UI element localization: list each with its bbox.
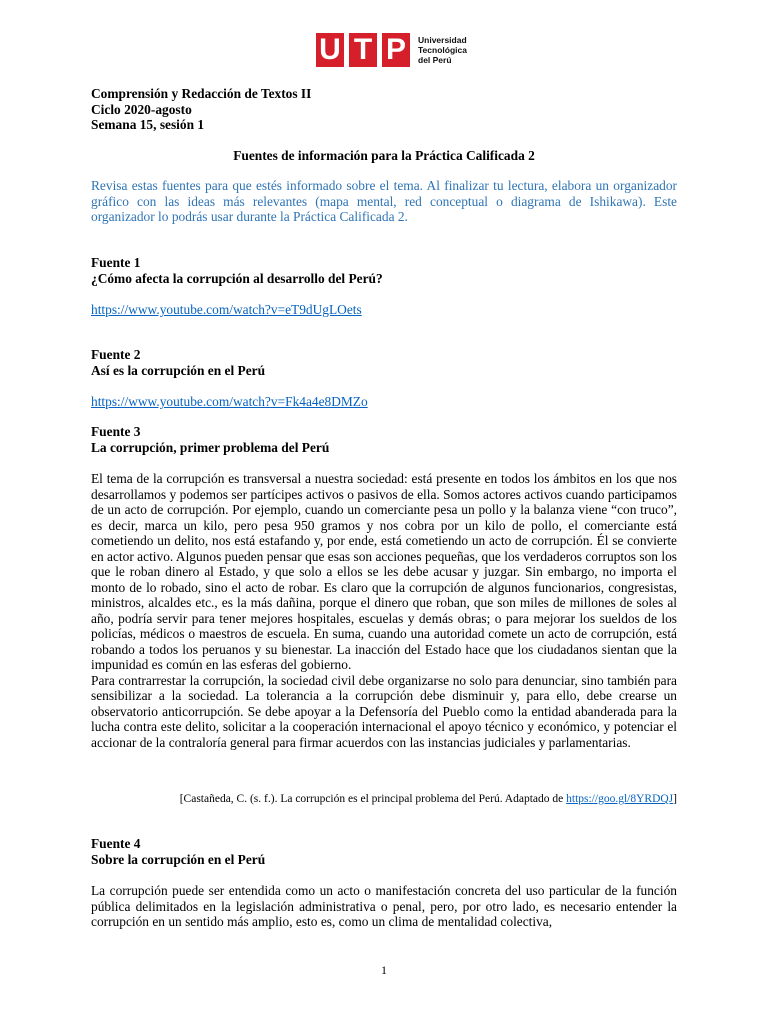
document-title: Fuentes de información para la Práctica Calificada 2 — [233, 148, 535, 163]
course-header — [91, 86, 677, 133]
source-4-label: Fuente 4 — [91, 836, 141, 851]
source-4-title: Sobre la corrupción en el Perú — [91, 851, 266, 867]
citation-end: ] — [673, 793, 677, 805]
citation-link[interactable]: https://goo.gl/8YRDQJ — [566, 793, 674, 805]
source-3-title: La corrupción, primer problema del Perú — [91, 439, 330, 455]
logo-university-name — [418, 35, 467, 65]
logo-line-3: del Perú — [418, 55, 452, 65]
logo-letter-p: P — [382, 33, 410, 67]
utp-logo — [316, 31, 467, 69]
logo-letter-t: T — [349, 33, 377, 67]
source-2-link[interactable]: https://www.youtube.com/watch?v=Fk4a4e8DMZo — [91, 394, 368, 409]
source-3-paragraph-2: Para contrarrestar la corrupción, la sociedad civil debe organizarse no solo para denunciar, sino también para sensibilizar a la sociedad. La tolerancia a la corrupción debe disminuir y, para ello, debe crearse un observatorio anticorrupción. Se debe apoyar a la Defensoría del Pueblo como la entidad abanderada para la lucha contra este delito, solicitar a la cooperación internacional el apoyo técnico y económico, y potenciar el accionar de la contraloría general para firmar acuerdos con las instancias judiciales y parlamentarias. — [91, 672, 677, 750]
page-number: 1 — [381, 963, 387, 977]
source-4 — [91, 836, 677, 930]
course-cycle: Ciclo 2020-agosto — [91, 101, 192, 117]
source-3-label: Fuente 3 — [91, 424, 141, 439]
source-2-label: Fuente 2 — [91, 347, 141, 362]
logo-line-2: Tecnológica — [418, 45, 467, 55]
course-name: Comprensión y Redacción de Textos II — [91, 86, 312, 101]
instructions-paragraph: Revisa estas fuentes para que estés informado sobre el tema. Al finalizar tu lectura, elabora un organizador gráfico con las ideas más relevantes (mapa mental, red conceptual o diagrama de Ishikawa). Este organizador lo podrás usar durante la Práctica Calificada 2. — [91, 178, 677, 224]
course-session: Semana 15, sesión 1 — [91, 117, 205, 132]
source-4-paragraph-1: La corrupción puede ser entendida como un acto o manifestación concreta del uso particular de la función pública delimitados en la legislación administrativa o penal, pero, por otro lado, es necesario entender la corrupción en un sentido más amplio, esto es, como un clima de mentalidad colectiva, — [91, 883, 677, 929]
source-1-label: Fuente 1 — [91, 255, 141, 270]
logo-line-1: Universidad — [418, 35, 467, 45]
logo-letter-u: U — [316, 33, 344, 67]
source-1-link[interactable]: https://www.youtube.com/watch?v=eT9dUgLOets — [91, 302, 362, 317]
source-2 — [91, 347, 677, 410]
source-1 — [91, 255, 677, 318]
source-3-paragraph-1: El tema de la corrupción es transversal a nuestra sociedad: está presente en todos los ámbitos en los que nos desarrollamos y podemos ser partícipes activos o pasivos de ella. Somos actores activos cuando participamos de un acto de corrupción. Por ejemplo, cuando un comerciante pesa un pollo y la balanza viene “con truco”, es decir, marca un kilo, pero pesa 950 gramos y nos cobra por un kilo de pollo, el comerciante está cometiendo un delito, nos está estafando y, por ende, está cometiendo un acto de corrupción. Él se convierte en actor activo. Algunos pueden pensar que esas son acciones pequeñas, que los verdaderos corruptos son los que le roban dinero al Estado, y que solo a ellos se les debe acusar y juzgar. Sin embargo, no importa el monto de lo robado, sino el acto de robar. Es claro que la corrupción de algunos funcionarios, congresistas, ministros, alcaldes etc., es la más dañina, porque el dinero que roban, que son miles de millones de soles al año, podría servir para tener mejores hospitales, escuelas y demás obras; o para mejorar los sueldos de los policías, médicos o maestros de escuela. En suma, cuando una autoridad comete un acto de corrupción, está robando a todos los peruanos y su bienestar. La inacción del Estado hace que los ciudadanos sientan que la impunidad es común en las esferas del gobierno. — [91, 471, 677, 672]
source-2-title: Así es la corrupción en el Perú — [91, 362, 266, 378]
source-1-title: ¿Cómo afecta la corrupción al desarrollo del Perú? — [91, 270, 383, 286]
citation-text: [Castañeda, C. (s. f.). La corrupción es el principal problema del Perú. Adaptado de — [179, 793, 567, 805]
source-3-citation — [117, 792, 677, 806]
source-3 — [91, 424, 677, 750]
